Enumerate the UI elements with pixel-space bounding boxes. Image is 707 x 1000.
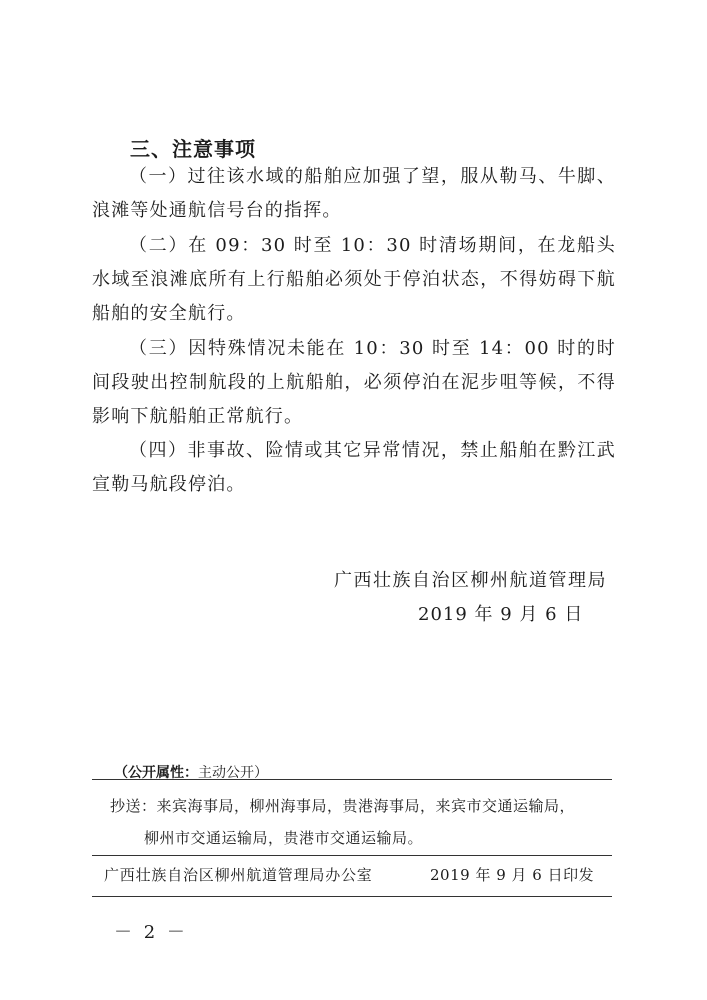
section-heading: 三、注意事项 (130, 137, 256, 161)
issuing-office: 广西壮族自治区柳州航道管理局办公室 (104, 866, 373, 884)
signature-org: 广西壮族自治区柳州航道管理局 (334, 570, 607, 591)
cc-list (110, 790, 610, 854)
notice-item-1: （一）过往该水域的船舶应加强了望，服从勒马、牛脚、浪滩等处通航信号台的指挥。 (92, 166, 616, 221)
cc-label: 抄送： (110, 797, 157, 815)
disclosure-label: （公开属性： (114, 765, 198, 781)
divider-middle (92, 855, 612, 856)
divider-bottom (92, 896, 612, 897)
page-number: － 2 － (114, 922, 188, 943)
cc-line-1: 来宾海事局，柳州海事局，贵港海事局，来宾市交通运输局， (156, 797, 576, 815)
divider-top (92, 779, 612, 780)
notice-item-2: （二）在 09：30 时至 10：30 时清场期间，在龙船头水域至浪滩底所有上行船舶必须处于停泊状态，不得妨碍下航船舶的安全航行。 (92, 235, 616, 324)
disclosure-value: 主动公开） (198, 765, 268, 781)
signature-date: 2019 年 9 月 6 日 (418, 604, 584, 625)
print-date: 2019 年 9 月 6 日印发 (430, 866, 595, 884)
notice-item-4: （四）非事故、险情或其它异常情况，禁止船舶在黔江武宣勒马航段停泊。 (92, 440, 616, 495)
cc-line-2: 柳州市交通运输局，贵港市交通运输局。 (144, 829, 424, 847)
notice-item-3: （三）因特殊情况未能在 10：30 时至 14：00 时的时间段驶出控制航段的上航船舶，必须停泊在泥步咀等候，不得影响下航船舶正常航行。 (92, 338, 616, 427)
